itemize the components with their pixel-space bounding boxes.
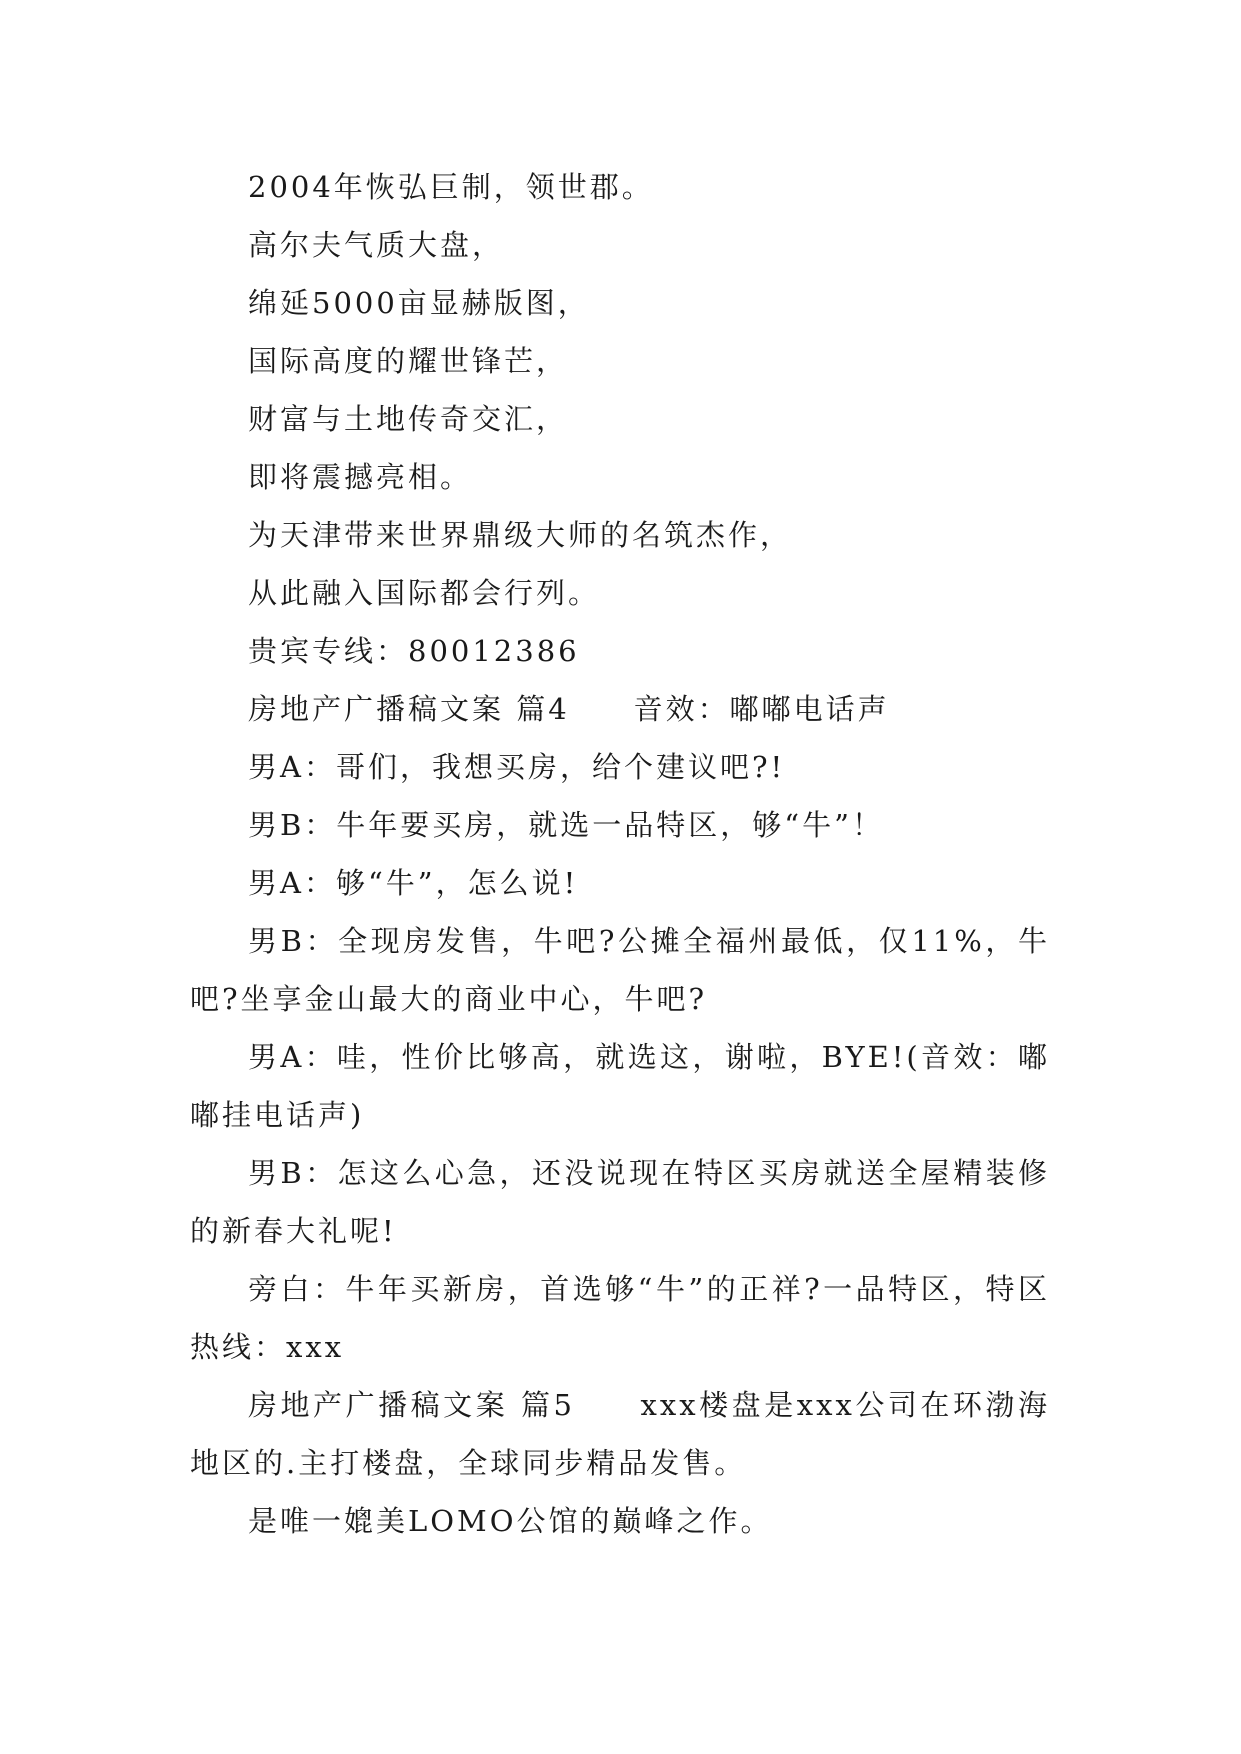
section-heading-5: 房地产广播稿文案 篇5 xxx楼盘是xxx公司在环渤海地区的.主打楼盘，全球同步精品发售。 (190, 1388, 1050, 1480)
paragraph: 从此融入国际都会行列。 (248, 576, 601, 610)
dialogue-line: 男B：全现房发售，牛吧?公摊全福州最低，仅11%，牛吧?坐享金山最大的商业中心，牛吧? (190, 924, 1050, 1016)
dialogue-line: 男B：牛年要买房，就选一品特区，够“牛”！ (248, 808, 884, 842)
paragraph: 国际高度的耀世锋芒， (248, 344, 569, 378)
paragraph: 高尔夫气质大盘， (248, 228, 505, 262)
document-body (190, 158, 1050, 1550)
paragraph: 2004年恢弘巨制，领世郡。 (248, 170, 654, 204)
narration-line: 旁白：牛年买新房，首选够“牛”的正祥?一品特区，特区热线：xxx (190, 1272, 1050, 1364)
paragraph: 即将震撼亮相。 (248, 460, 473, 494)
paragraph: 为天津带来世界鼎级大师的名筑杰作， (248, 518, 793, 552)
dialogue-line: 男A：哇，性价比够高，就选这，谢啦，BYE!(音效：嘟嘟挂电话声) (190, 1040, 1050, 1132)
dialogue-line: 男A：哥们，我想买房，给个建议吧?! (248, 750, 786, 784)
paragraph: 财富与土地传奇交汇， (248, 402, 569, 436)
paragraph: 是唯一媲美LOMO公馆的巅峰之作。 (248, 1504, 773, 1538)
paragraph: 绵延5000亩显赫版图， (248, 286, 590, 320)
dialogue-line: 男A：够“牛”，怎么说! (248, 866, 579, 900)
dialogue-line: 男B：怎这么心急，还没说现在特区买房就送全屋精装修的新春大礼呢! (190, 1156, 1050, 1248)
section-heading-4: 房地产广播稿文案 篇4 音效：嘟嘟电话声 (248, 692, 890, 726)
hotline-paragraph: 贵宾专线：80012386 (248, 634, 580, 668)
